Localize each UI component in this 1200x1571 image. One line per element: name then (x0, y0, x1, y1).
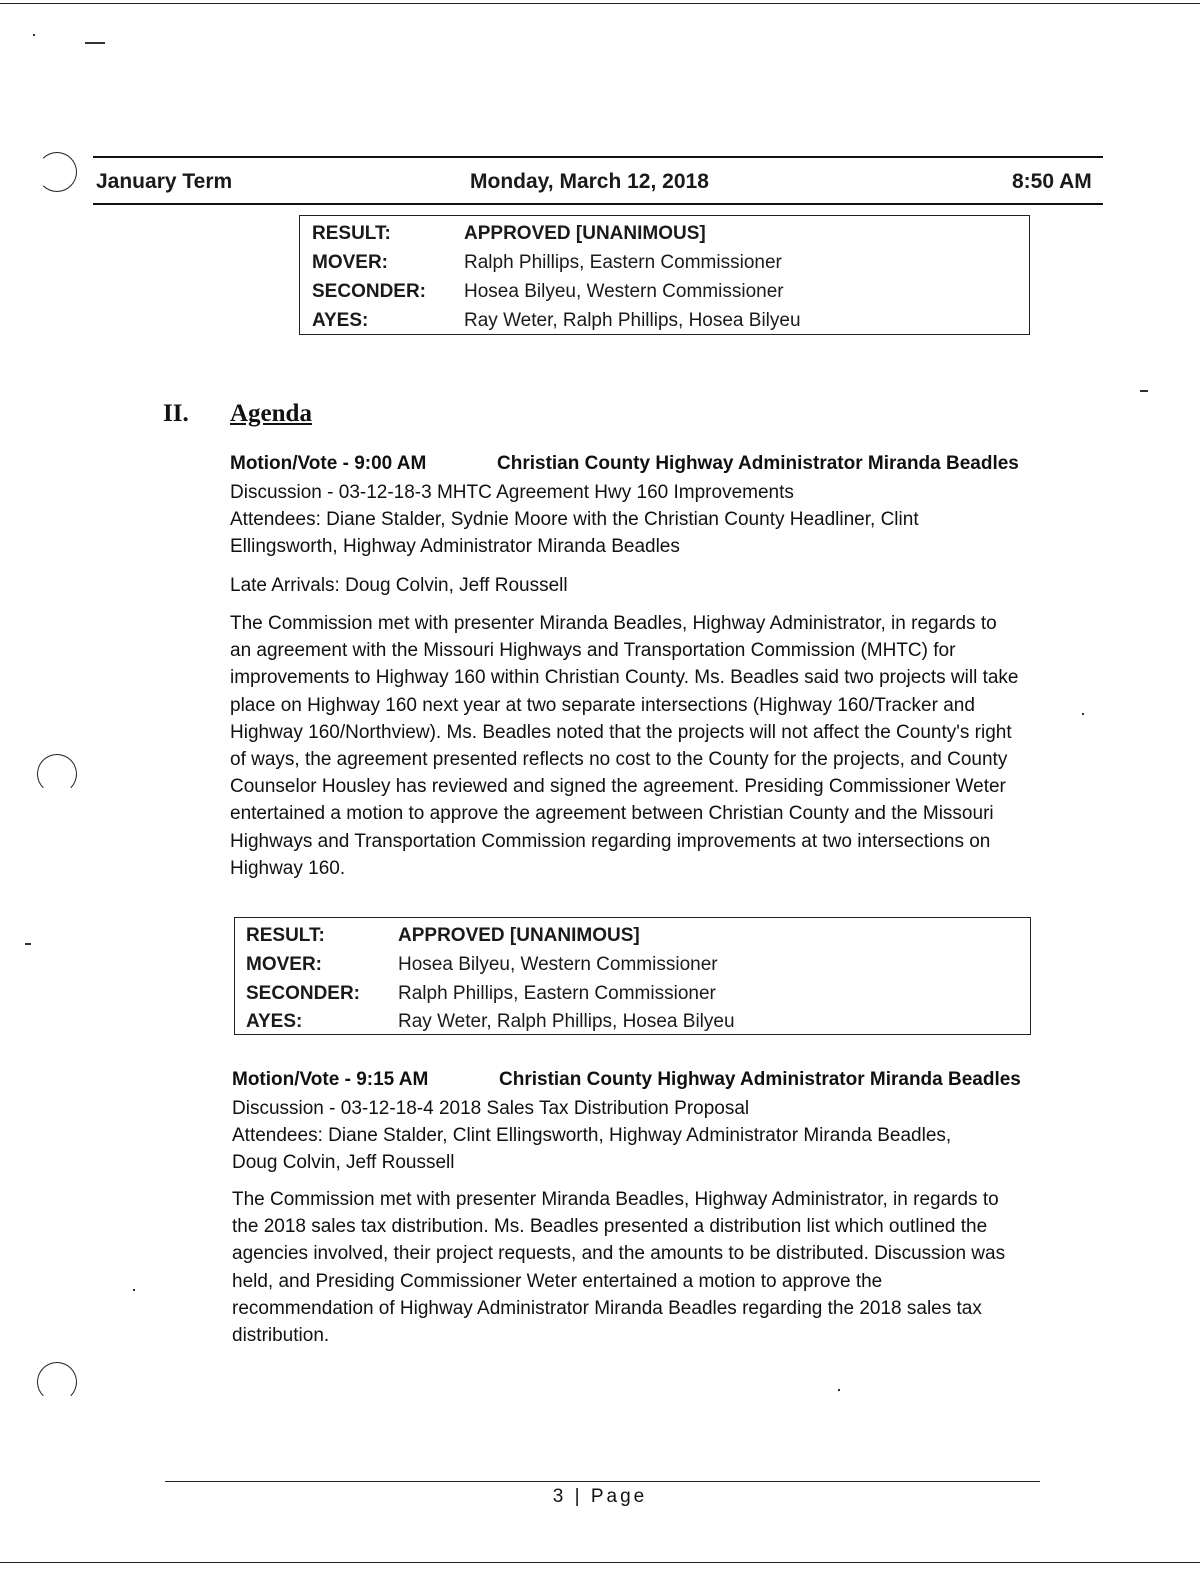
header-date: Monday, March 12, 2018 (470, 170, 709, 193)
motion-time: 9:00 AM (354, 453, 427, 474)
vote-value: Ralph Phillips, Eastern Commissioner (464, 252, 782, 273)
minutes-paragraph: The Commission met with presenter Miranda Beadles, Highway Administrator, in regards to an agreement with the Missouri Highways and Transportation Commission (MHTC) for improvements to Highway 160 within Christian County. Ms. Beadles said two projects will take place on Highway 160 next year at two separate intersections (Highway 160/Tracker and Highway 160/Northview). Ms. Beadles noted that the projects will not affect the County's right of ways, the agreement presented reflects no cost to the County for the projects, and County Counselor Housley has reviewed and signed the agreement. Presiding Commissioner Weter entertained a motion to approve the agreement between Christian County and the Missouri Highways and Transportation Commission regarding improvements at two intersections on Highway 160. (230, 613, 1019, 879)
vote-label: SECONDER: (246, 983, 361, 1004)
attendees-line: Ellingsworth, Highway Administrator Miranda Beadles (230, 536, 680, 557)
footer-rule (165, 1481, 1040, 1482)
section-number: II. (163, 400, 189, 427)
vote-value: Ray Weter, Ralph Phillips, Hosea Bilyeu (464, 310, 801, 331)
scan-speck (85, 42, 105, 44)
vote-value: Ray Weter, Ralph Phillips, Hosea Bilyeu (398, 1011, 735, 1032)
scan-speck (25, 943, 31, 945)
header-term: January Term (96, 170, 233, 193)
vote-value: Hosea Bilyeu, Western Commissioner (398, 954, 718, 975)
discussion-line: Discussion - 03-12-18-4 2018 Sales Tax Distribution Proposal (232, 1098, 750, 1119)
page-number: 3 | Page (552, 1486, 648, 1507)
vote-row (235, 1007, 1030, 1036)
vote-value: Hosea Bilyeu, Western Commissioner (464, 281, 784, 302)
scan-speck (133, 1289, 135, 1291)
header-time: 8:50 AM (1012, 170, 1092, 193)
motion-heading (230, 453, 426, 475)
attendees-line: Attendees: Diane Stalder, Sydnie Moore with the Christian County Headliner, Clint (230, 509, 919, 530)
vote-value: APPROVED [UNANIMOUS] (398, 925, 640, 946)
binder-hole (37, 152, 77, 192)
late-arrivals: Late Arrivals: Doug Colvin, Jeff Roussell (230, 575, 568, 596)
scan-edge-top (0, 3, 1200, 4)
motion-presenter: Christian County Highway Administrator Miranda Beadles (497, 453, 1019, 474)
vote-row (300, 277, 1029, 306)
minutes-paragraph: The Commission met with presenter Miranda Beadles, Highway Administrator, in regards to the 2018 sales tax distribution. Ms. Beadles presented a distribution list which outlined the agencies involved, their project requests, and the amounts to be distributed. Discussion was held, and Presiding Commissioner Weter entertained a motion to approve the recommendation of Highway Administrator Miranda Beadles regarding the 2018 sales tax distribution. (232, 1189, 1006, 1347)
attendees-line: Attendees: Diane Stalder, Clint Ellingsworth, Highway Administrator Miranda Beadles, (232, 1125, 952, 1146)
vote-row (300, 219, 1029, 248)
motion-label: Motion/Vote - (232, 1069, 357, 1090)
scan-speck (1140, 390, 1148, 392)
motion-label: Motion/Vote - (230, 453, 355, 474)
vote-row (235, 950, 1030, 979)
vote-label: AYES: (246, 1011, 303, 1032)
vote-row (235, 979, 1030, 1008)
vote-label: RESULT: (246, 925, 325, 946)
vote-label: SECONDER: (312, 281, 427, 302)
vote-row (235, 921, 1030, 950)
header-rule-top (93, 156, 1103, 158)
header-rule-bottom (93, 203, 1103, 205)
scan-speck (33, 34, 35, 36)
motion-time: 9:15 AM (356, 1069, 429, 1090)
motion-presenter: Christian County Highway Administrator Miranda Beadles (499, 1069, 1021, 1090)
scan-speck (1082, 713, 1084, 715)
binder-hole (37, 1362, 77, 1402)
scan-edge-bottom (0, 1562, 1200, 1563)
attendees-line: Doug Colvin, Jeff Roussell (232, 1152, 455, 1173)
section-title: Agenda (230, 400, 312, 427)
motion-heading (232, 1069, 428, 1091)
binder-hole (37, 754, 77, 794)
vote-row (300, 248, 1029, 277)
discussion-line: Discussion - 03-12-18-3 MHTC Agreement Hwy 160 Improvements (230, 482, 794, 503)
vote-label: RESULT: (312, 223, 391, 244)
vote-result-box (299, 215, 1030, 335)
scan-speck (838, 1389, 840, 1391)
vote-label: MOVER: (312, 252, 388, 273)
vote-value: APPROVED [UNANIMOUS] (464, 223, 706, 244)
vote-label: MOVER: (246, 954, 322, 975)
vote-row (300, 306, 1029, 335)
vote-label: AYES: (312, 310, 369, 331)
vote-result-box (234, 917, 1031, 1035)
vote-value: Ralph Phillips, Eastern Commissioner (398, 983, 716, 1004)
